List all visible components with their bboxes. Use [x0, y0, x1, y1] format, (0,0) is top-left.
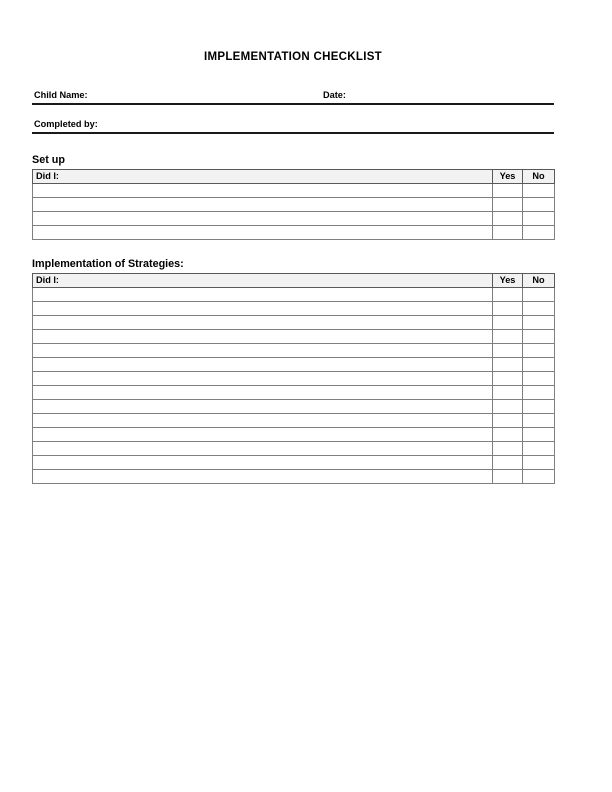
completed-by-label: Completed by:	[34, 119, 98, 129]
section-heading-implementation-of-strategies: Implementation of Strategies:	[32, 258, 184, 270]
yes-cell[interactable]	[493, 400, 523, 414]
yes-cell[interactable]	[493, 456, 523, 470]
child-name-label: Child Name:	[34, 90, 88, 100]
task-cell[interactable]	[33, 316, 493, 330]
yes-cell[interactable]	[493, 184, 523, 198]
table-row[interactable]	[33, 302, 555, 316]
task-cell[interactable]	[33, 302, 493, 316]
task-cell[interactable]	[33, 288, 493, 302]
yes-cell[interactable]	[493, 428, 523, 442]
no-cell[interactable]	[523, 442, 555, 456]
no-cell[interactable]	[523, 198, 555, 212]
table-row[interactable]	[33, 288, 555, 302]
yes-cell[interactable]	[493, 226, 523, 240]
task-cell[interactable]	[33, 344, 493, 358]
no-cell[interactable]	[523, 400, 555, 414]
yes-cell[interactable]	[493, 344, 523, 358]
no-cell[interactable]	[523, 302, 555, 316]
task-cell[interactable]	[33, 330, 493, 344]
table-row[interactable]	[33, 414, 555, 428]
table-row[interactable]	[33, 400, 555, 414]
yes-cell[interactable]	[493, 470, 523, 484]
column-header-no: No	[523, 274, 555, 288]
task-cell[interactable]	[33, 428, 493, 442]
table-row[interactable]	[33, 386, 555, 400]
task-cell[interactable]	[33, 400, 493, 414]
task-cell[interactable]	[33, 470, 493, 484]
yes-cell[interactable]	[493, 316, 523, 330]
no-cell[interactable]	[523, 456, 555, 470]
yes-cell[interactable]	[493, 212, 523, 226]
task-cell[interactable]	[33, 414, 493, 428]
no-cell[interactable]	[523, 316, 555, 330]
no-cell[interactable]	[523, 226, 555, 240]
yes-cell[interactable]	[493, 198, 523, 212]
table-row[interactable]	[33, 428, 555, 442]
no-cell[interactable]	[523, 212, 555, 226]
table-row[interactable]	[33, 330, 555, 344]
no-cell[interactable]	[523, 288, 555, 302]
table-row[interactable]	[33, 212, 555, 226]
child-name-date-row	[32, 86, 554, 105]
task-cell[interactable]	[33, 386, 493, 400]
task-cell[interactable]	[33, 226, 493, 240]
yes-cell[interactable]	[493, 414, 523, 428]
column-header-task: Did I:	[33, 274, 493, 288]
table-header-row	[33, 274, 555, 288]
table-row[interactable]	[33, 442, 555, 456]
column-header-yes: Yes	[493, 170, 523, 184]
section-heading-set-up: Set up	[32, 154, 65, 166]
task-cell[interactable]	[33, 198, 493, 212]
table-row[interactable]	[33, 226, 555, 240]
table-row[interactable]	[33, 358, 555, 372]
table-row[interactable]	[33, 184, 555, 198]
no-cell[interactable]	[523, 386, 555, 400]
table-row[interactable]	[33, 344, 555, 358]
yes-cell[interactable]	[493, 302, 523, 316]
no-cell[interactable]	[523, 344, 555, 358]
completed-by-row	[32, 115, 554, 134]
yes-cell[interactable]	[493, 442, 523, 456]
task-cell[interactable]	[33, 372, 493, 386]
column-header-yes: Yes	[493, 274, 523, 288]
table-row[interactable]	[33, 372, 555, 386]
yes-cell[interactable]	[493, 330, 523, 344]
task-cell[interactable]	[33, 456, 493, 470]
task-cell[interactable]	[33, 212, 493, 226]
implementation-of-strategies-table-body	[33, 288, 555, 484]
no-cell[interactable]	[523, 358, 555, 372]
implementation-of-strategies-table	[32, 273, 555, 484]
document-content	[32, 50, 554, 484]
task-cell[interactable]	[33, 184, 493, 198]
table-row[interactable]	[33, 316, 555, 330]
no-cell[interactable]	[523, 330, 555, 344]
no-cell[interactable]	[523, 470, 555, 484]
yes-cell[interactable]	[493, 372, 523, 386]
yes-cell[interactable]	[493, 288, 523, 302]
date-label: Date:	[323, 90, 346, 100]
table-header-row	[33, 170, 555, 184]
set-up-table-body	[33, 184, 555, 240]
no-cell[interactable]	[523, 372, 555, 386]
set-up-table	[32, 169, 555, 240]
task-cell[interactable]	[33, 442, 493, 456]
table-row[interactable]	[33, 470, 555, 484]
yes-cell[interactable]	[493, 386, 523, 400]
no-cell[interactable]	[523, 428, 555, 442]
task-cell[interactable]	[33, 358, 493, 372]
table-row[interactable]	[33, 456, 555, 470]
column-header-task: Did I:	[33, 170, 493, 184]
column-header-no: No	[523, 170, 555, 184]
table-row[interactable]	[33, 198, 555, 212]
yes-cell[interactable]	[493, 358, 523, 372]
page-title: IMPLEMENTATION CHECKLIST	[204, 51, 382, 63]
no-cell[interactable]	[523, 414, 555, 428]
no-cell[interactable]	[523, 184, 555, 198]
